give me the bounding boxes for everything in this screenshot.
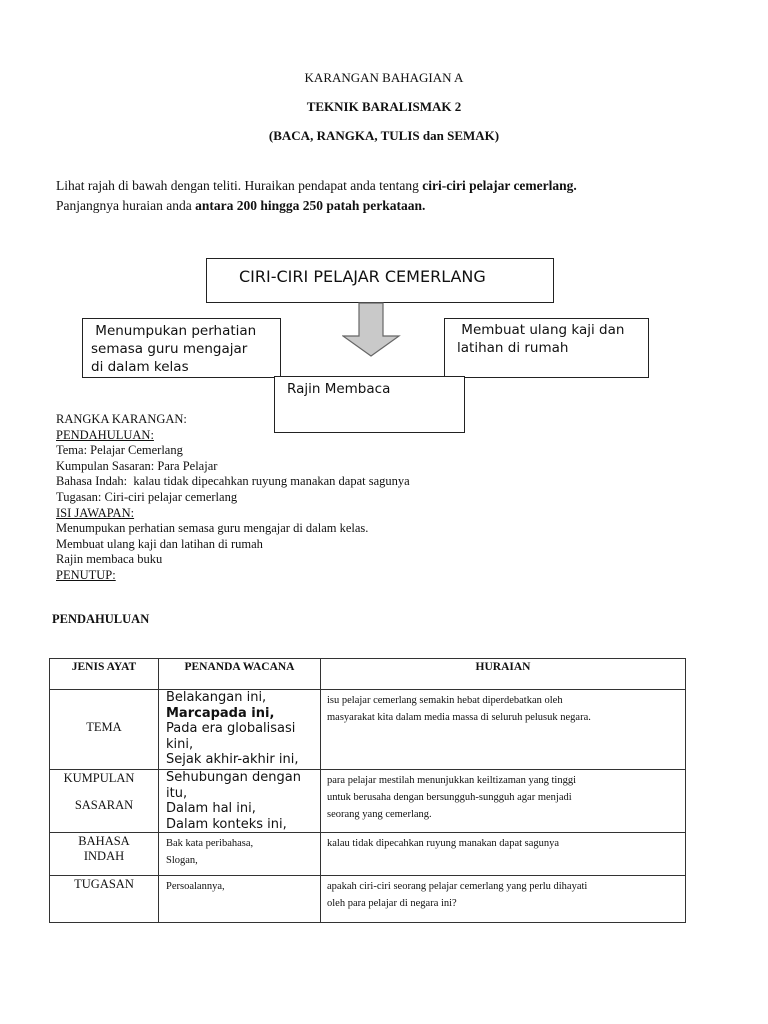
row-type-label: INDAH: [83, 849, 125, 863]
marker-text: Dalam hal ini,: [166, 801, 256, 816]
marker-text: Marcapada ini,: [166, 705, 275, 721]
outline-item: Membuat ulang kaji dan latihan di rumah: [56, 536, 263, 551]
diagram-left-line: Menumpukan perhatian: [91, 323, 257, 339]
diagram-right-line: Membuat ulang kaji dan: [457, 322, 625, 338]
outline-item: Tema: Pelajar Cemerlang: [56, 443, 183, 458]
diagram-bottom-label: Rajin Membaca: [287, 381, 391, 397]
row-description: [321, 833, 686, 876]
column-header: JENIS AYAT: [50, 659, 159, 690]
diagram-right-line: latihan di rumah: [457, 340, 569, 356]
description-line: masyarakat kita dalam media massa di seluruh pelusuk negara.: [327, 712, 591, 723]
section-title: PENDAHULUAN: [52, 612, 150, 626]
column-header: PENANDA WACANA: [159, 659, 321, 690]
outline-item: Kumpulan Sasaran: Para Pelajar: [56, 458, 218, 473]
intro-bold-2: antara 200 hingga 250 patah perkataan.: [195, 198, 426, 213]
intro-text-2: Panjangnya huraian anda: [56, 198, 196, 213]
row-markers: [159, 690, 321, 770]
row-description: [321, 770, 686, 833]
marker-text: Dalam konteks ini,: [166, 816, 287, 832]
description-line: apakah ciri-ciri seorang pelajar cemerlang yang perlu dihayati: [327, 881, 588, 892]
marker-text: Sehubungan dengan: [166, 770, 301, 785]
marker-text: kini,: [166, 736, 194, 752]
marker-text: itu,: [166, 785, 188, 801]
description-line: para pelajar mestilah menunjukkan keiltizaman yang tinggi: [327, 775, 577, 786]
diagram-left-line: semasa guru mengajar: [91, 341, 248, 357]
header-subtitle-2: (BACA, RANGKA, TULIS dan SEMAK): [268, 128, 500, 143]
marker-text: Sejak akhir-akhir ini,: [166, 752, 299, 767]
outline-item: Bahasa Indah: kalau tidak dipecahkan ruyung manakan dapat sagunya: [56, 474, 410, 489]
row-description: [321, 876, 686, 923]
marker-text: Pada era globalisasi: [166, 721, 296, 736]
diagram-main-label: CIRI-CIRI PELAJAR CEMERLANG: [239, 267, 486, 286]
description-line: seorang yang cemerlang.: [327, 809, 432, 820]
description-line: isu pelajar cemerlang semakin hebat diperdebatkan oleh: [327, 695, 563, 706]
outline-heading-penutup: PENUTUP:: [56, 567, 116, 582]
marker-text: Persoalannya,: [166, 881, 225, 892]
diagram-main-box: [206, 258, 554, 303]
row-type-label: TUGASAN: [74, 877, 134, 891]
description-line: kalau tidak dipecahkan ruyung manakan dapat sagunya: [327, 838, 560, 849]
marker-text: Bak kata peribahasa,: [166, 838, 254, 849]
diagram-right-box: [444, 318, 649, 378]
row-description: [321, 690, 686, 770]
row-type-label: SASARAN: [74, 798, 134, 812]
row-type: [50, 770, 159, 833]
table-row: [50, 690, 686, 770]
description-line: oleh para pelajar di negara ini?: [327, 898, 457, 909]
row-type: [50, 876, 159, 923]
outline-title: RANGKA KARANGAN:: [56, 412, 187, 426]
table-header-row: [50, 659, 686, 690]
description-line: untuk berusaha dengan bersungguh-sungguh agar menjadi: [327, 792, 572, 803]
column-header: HURAIAN: [321, 659, 686, 690]
marker-text: Belakangan ini,: [166, 690, 267, 705]
outline-section: [56, 412, 410, 584]
intro-bold: ciri-ciri pelajar cemerlang.: [422, 178, 577, 193]
outline-item: Tugasan: Ciri-ciri pelajar cemerlang: [56, 489, 238, 504]
row-type-label: TEMA: [86, 720, 122, 734]
marker-text: Slogan,: [166, 855, 198, 866]
header-title: KARANGAN BAHAGIAN A: [304, 70, 464, 85]
intro-paragraph: [56, 176, 736, 216]
outline-item: Rajin membaca buku: [56, 552, 163, 567]
outline-heading-isi: ISI JAWAPAN:: [56, 505, 135, 520]
table-row: [50, 770, 686, 833]
pendahuluan-table: [49, 658, 686, 923]
row-type: [50, 833, 159, 876]
row-markers: [159, 770, 321, 833]
row-type-label: KUMPULAN: [63, 771, 135, 785]
row-type-label: BAHASA: [78, 834, 130, 848]
outline-item: Menumpukan perhatian semasa guru mengajar di dalam kelas.: [56, 521, 369, 536]
row-markers: [159, 833, 321, 876]
table-row: [50, 876, 686, 923]
diagram-left-box: [82, 318, 281, 378]
row-markers: [159, 876, 321, 923]
table-row: [50, 833, 686, 876]
outline-heading-pendahuluan: PENDAHULUAN:: [56, 427, 154, 442]
row-type: [50, 690, 159, 770]
intro-text: Lihat rajah di bawah dengan teliti. Huraikan pendapat anda tentang: [56, 178, 423, 193]
diagram-left-line: di dalam kelas: [91, 359, 189, 375]
down-arrow-icon: [342, 302, 420, 358]
header-subtitle: TEKNIK BARALISMAK 2: [306, 99, 462, 114]
